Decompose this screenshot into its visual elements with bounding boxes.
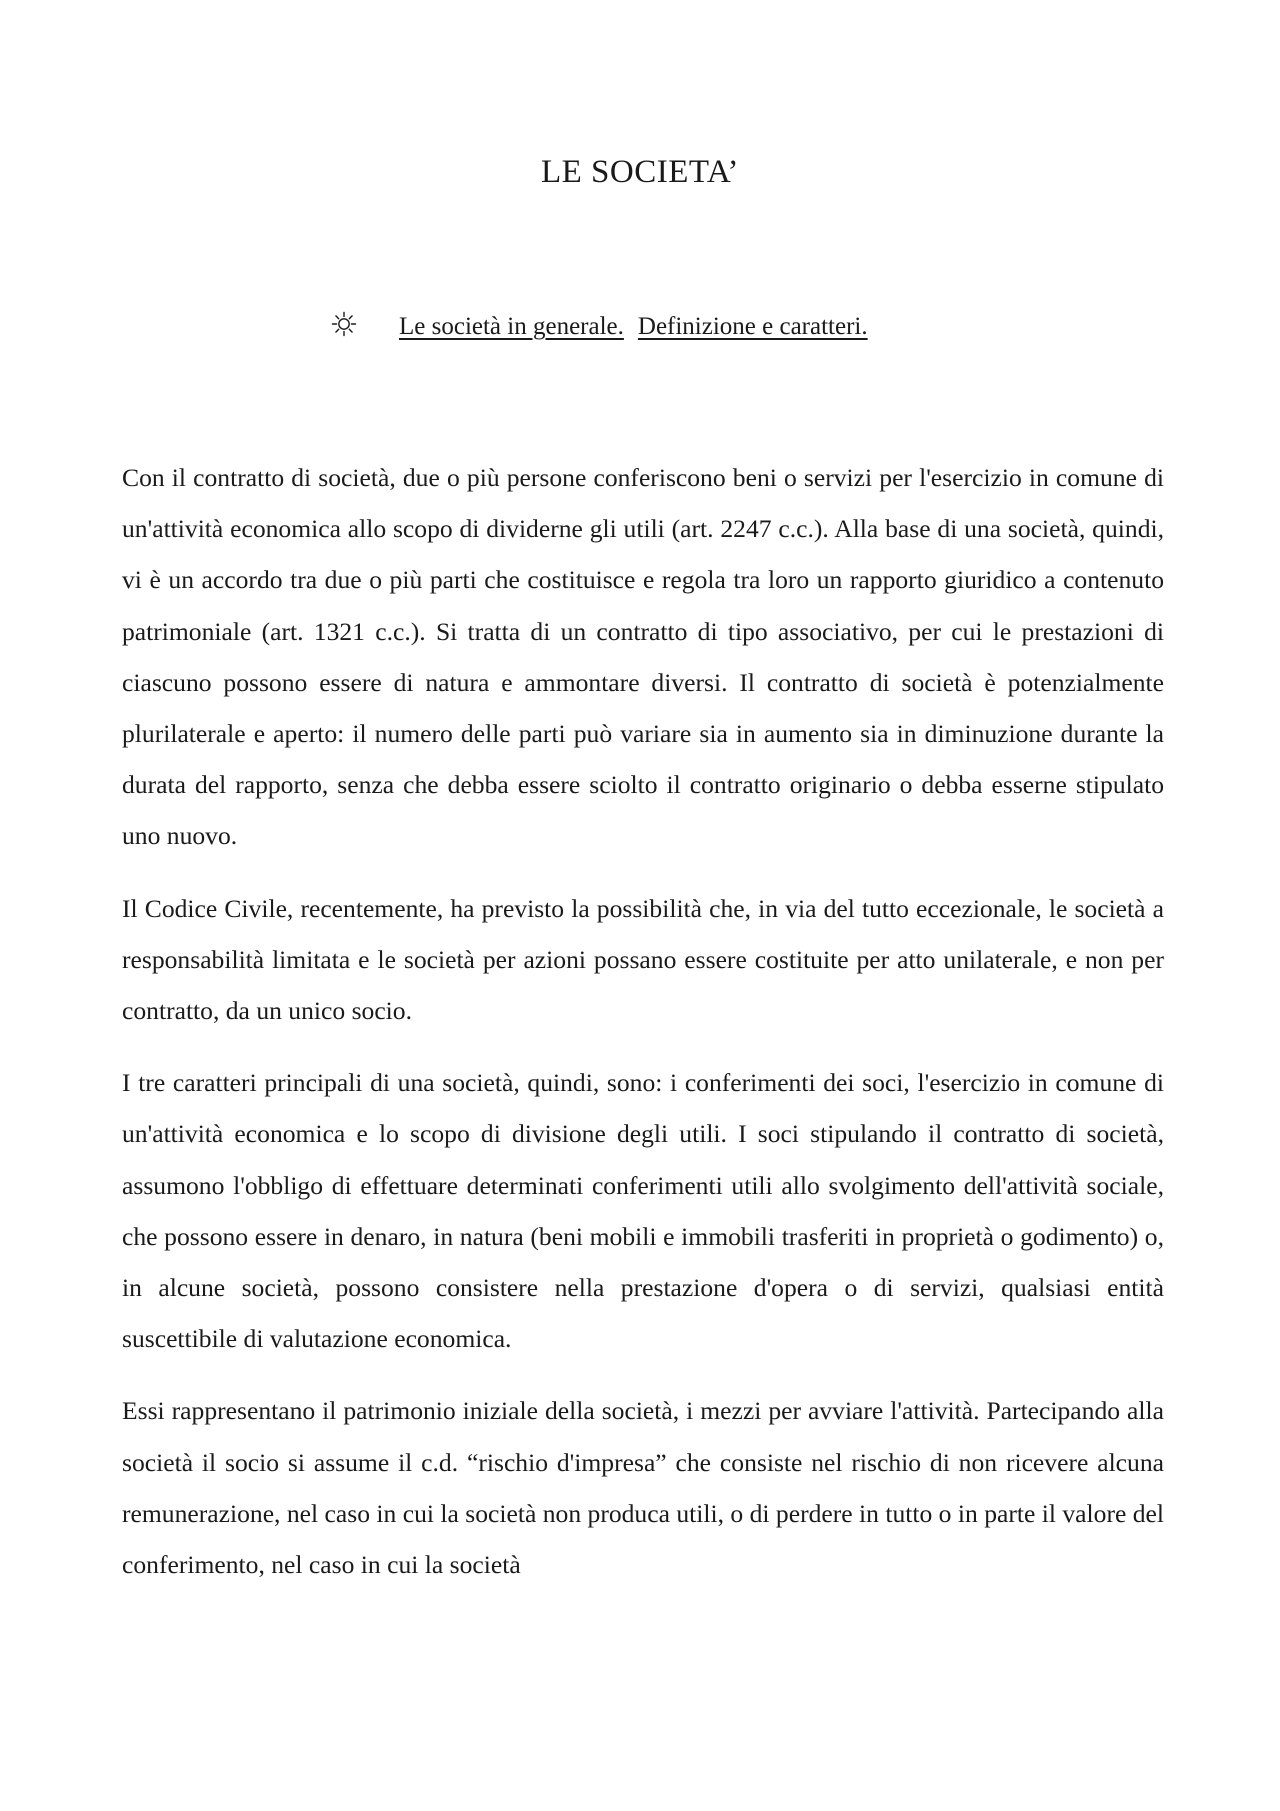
page-title: LE SOCIETA’ (540, 154, 740, 190)
sun-icon (331, 311, 357, 337)
document-body (122, 452, 1164, 1611)
paragraph-2: Il Codice Civile, recentemente, ha previsto la possibilità che, in via del tutto eccezionale, le società a responsabilità limitata e le società per azioni possano essere costituite per atto unilaterale, e non per contratto, da un unico socio. (122, 893, 1164, 1026)
section-heading-part1: Le società in generale. (399, 313, 624, 340)
paragraph-4: Essi rappresentano il patrimonio iniziale della società, i mezzi per avviare l'attività. Partecipando alla società il socio si assume il c.d. “rischio d'impresa” che consiste nel rischio di non ricevere alcuna remunerazione, nel caso in cui la società non produca utili, o di perdere in tutto o in parte il valore del conferimento, nel caso in cui la società (122, 1396, 1164, 1580)
paragraph-1: Con il contratto di società, due o più persone conferiscono beni o servizi per l'esercizio in comune di un'attività economica allo scopo di dividerne gli utili (art. 2247 c.c.). Alla base di una società, quindi, vi è un accordo tra due o più parti che costituisce e regola tra loro un rapporto giuridico a contenuto patrimoniale (art. 1321 c.c.). Si tratta di un contratto di tipo associativo, per cui le prestazioni di ciascuno possono essere di natura e ammontare diversi. Il contratto di società è potenzialmente plurilaterale e aperto: il numero delle parti può variare sia in aumento sia in diminuzione durante la durata del rapporto, senza che debba essere sciolto il contratto originario o debba esserne stipulato uno nuovo. (122, 463, 1164, 851)
section-heading-part2: Definizione e caratteri. (637, 313, 868, 340)
section-heading (331, 311, 1031, 341)
paragraph-3: I tre caratteri principali di una società, quindi, sono: i conferimenti dei soci, l'esercizio in comune di un'attività economica e lo scopo di divisione degli utili. I soci stipulando il contratto di società, assumono l'obbligo di effettuare determinati conferimenti utili allo svolgimento dell'attività sociale, che possono essere in denaro, in natura (beni mobili e immobili trasferiti in proprietà o godimento) o, in alcune società, possono consistere nella prestazione d'opera o di servizi, qualsiasi entità suscettibile di valutazione economica. (122, 1068, 1164, 1354)
